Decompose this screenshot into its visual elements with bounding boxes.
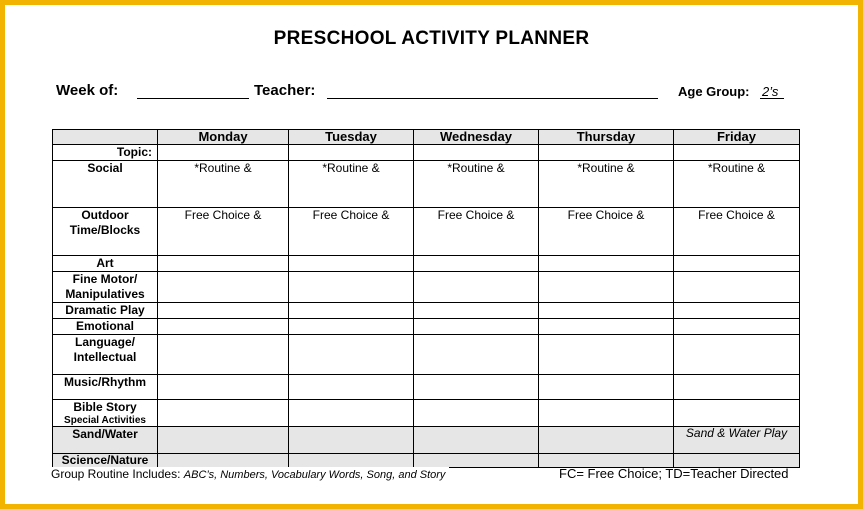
age-group-label: Age Group: — [678, 84, 750, 99]
table-cell[interactable] — [674, 145, 800, 161]
table-cell[interactable] — [289, 400, 414, 427]
table-row — [53, 319, 800, 335]
age-group-value: 2’s — [762, 84, 779, 99]
table-row — [53, 375, 800, 400]
table-cell[interactable] — [289, 427, 414, 454]
table-cell[interactable] — [414, 427, 539, 454]
table-cell[interactable] — [539, 303, 674, 319]
table-cell[interactable] — [674, 335, 800, 375]
header-tuesday: Tuesday — [289, 130, 414, 145]
header-monday: Monday — [158, 130, 289, 145]
row-label-language — [53, 335, 158, 375]
table-cell[interactable] — [158, 303, 289, 319]
table-row — [53, 303, 800, 319]
table-cell[interactable]: *Routine & — [539, 161, 674, 208]
table-cell[interactable] — [289, 145, 414, 161]
row-label-outdoor — [53, 208, 158, 256]
table-cell[interactable] — [414, 256, 539, 272]
table-cell[interactable]: Sand & Water Play — [674, 427, 800, 454]
row-label-sub: Special Activities — [64, 415, 146, 426]
row-label-dramatic-play: Dramatic Play — [53, 303, 158, 319]
table-header-row — [53, 130, 800, 145]
table-cell[interactable]: Free Choice & — [674, 208, 800, 256]
table-cell[interactable]: Free Choice & — [539, 208, 674, 256]
table-row — [53, 427, 800, 454]
table-cell[interactable] — [674, 400, 800, 427]
table-cell[interactable] — [158, 256, 289, 272]
table-row — [53, 208, 800, 256]
table-cell[interactable] — [158, 335, 289, 375]
table-cell[interactable] — [539, 319, 674, 335]
table-cell[interactable] — [414, 454, 539, 468]
table-row — [53, 400, 800, 427]
table-cell[interactable]: Free Choice & — [158, 208, 289, 256]
table-cell[interactable] — [539, 400, 674, 427]
row-label-topic: Topic: — [53, 145, 158, 161]
table-cell[interactable] — [289, 256, 414, 272]
table-cell[interactable] — [289, 454, 414, 468]
table-row — [53, 145, 800, 161]
table-cell[interactable] — [289, 319, 414, 335]
table-cell[interactable] — [158, 400, 289, 427]
header-wednesday: Wednesday — [414, 130, 539, 145]
table-row — [53, 335, 800, 375]
header-friday: Friday — [674, 130, 800, 145]
table-cell[interactable] — [674, 375, 800, 400]
row-label-science: Science/Nature — [53, 454, 158, 468]
table-cell[interactable] — [289, 375, 414, 400]
routine-label: Group Routine Includes: — [51, 467, 181, 481]
table-cell[interactable] — [158, 375, 289, 400]
table-cell[interactable]: *Routine & — [158, 161, 289, 208]
table-cell[interactable] — [414, 319, 539, 335]
table-cell[interactable] — [539, 272, 674, 303]
row-label-music: Music/Rhythm — [53, 375, 158, 400]
table-cell[interactable] — [289, 303, 414, 319]
table-cell[interactable] — [539, 256, 674, 272]
teacher-field[interactable] — [327, 97, 658, 99]
table-cell[interactable] — [414, 303, 539, 319]
table-row — [53, 272, 800, 303]
row-label-line: Intellectual — [73, 350, 137, 364]
table-cell[interactable] — [414, 400, 539, 427]
table-cell[interactable] — [158, 427, 289, 454]
table-cell[interactable] — [539, 145, 674, 161]
table-cell[interactable]: *Routine & — [289, 161, 414, 208]
week-field[interactable] — [137, 97, 249, 99]
row-label-sand-water: Sand/Water — [53, 427, 158, 454]
table-cell[interactable] — [414, 272, 539, 303]
row-label-emotional: Emotional — [53, 319, 158, 335]
row-label-line: Time/Blocks — [69, 223, 141, 237]
age-group-field — [760, 97, 784, 99]
table-cell[interactable]: *Routine & — [674, 161, 800, 208]
table-cell[interactable] — [674, 319, 800, 335]
table-cell[interactable] — [414, 335, 539, 375]
table-cell[interactable] — [158, 319, 289, 335]
table-cell[interactable] — [158, 272, 289, 303]
table-cell[interactable] — [289, 272, 414, 303]
table-cell[interactable] — [158, 145, 289, 161]
row-label-line: Outdoor — [81, 208, 129, 222]
table-cell[interactable]: Free Choice & — [289, 208, 414, 256]
table-cell[interactable] — [674, 256, 800, 272]
table-cell[interactable] — [539, 375, 674, 400]
row-label-line: Fine Motor/ — [72, 272, 138, 286]
week-label: Week of: — [56, 82, 119, 99]
table-cell[interactable] — [674, 303, 800, 319]
table-cell[interactable] — [674, 272, 800, 303]
activity-table — [52, 129, 800, 468]
row-label-fine-motor — [53, 272, 158, 303]
routine-items: ABC’s, Numbers, Vocabulary Words, Song, and Story — [183, 469, 446, 481]
row-label-line: Language/ — [74, 335, 135, 349]
table-row — [53, 256, 800, 272]
table-cell[interactable] — [539, 335, 674, 375]
teacher-label: Teacher: — [254, 82, 316, 99]
table-cell[interactable] — [414, 145, 539, 161]
row-label-art: Art — [53, 256, 158, 272]
table-row — [53, 161, 800, 208]
header-thursday: Thursday — [539, 130, 674, 145]
routine-note — [51, 467, 449, 481]
table-cell[interactable] — [158, 454, 289, 468]
row-label-line: Bible Story — [73, 400, 137, 414]
row-label-social: Social — [53, 161, 158, 208]
header-blank — [53, 130, 158, 145]
row-label-line: Manipulatives — [65, 287, 145, 301]
table-cell[interactable]: Free Choice & — [414, 208, 539, 256]
row-label-bible-story — [53, 400, 158, 427]
table-cell[interactable]: *Routine & — [414, 161, 539, 208]
legend-note: FC= Free Choice; TD=Teacher Directed — [559, 466, 789, 481]
page-title: PRESCHOOL ACTIVITY PLANNER — [273, 28, 590, 49]
table-cell[interactable] — [539, 427, 674, 454]
table-cell[interactable] — [414, 375, 539, 400]
table-cell[interactable] — [289, 335, 414, 375]
